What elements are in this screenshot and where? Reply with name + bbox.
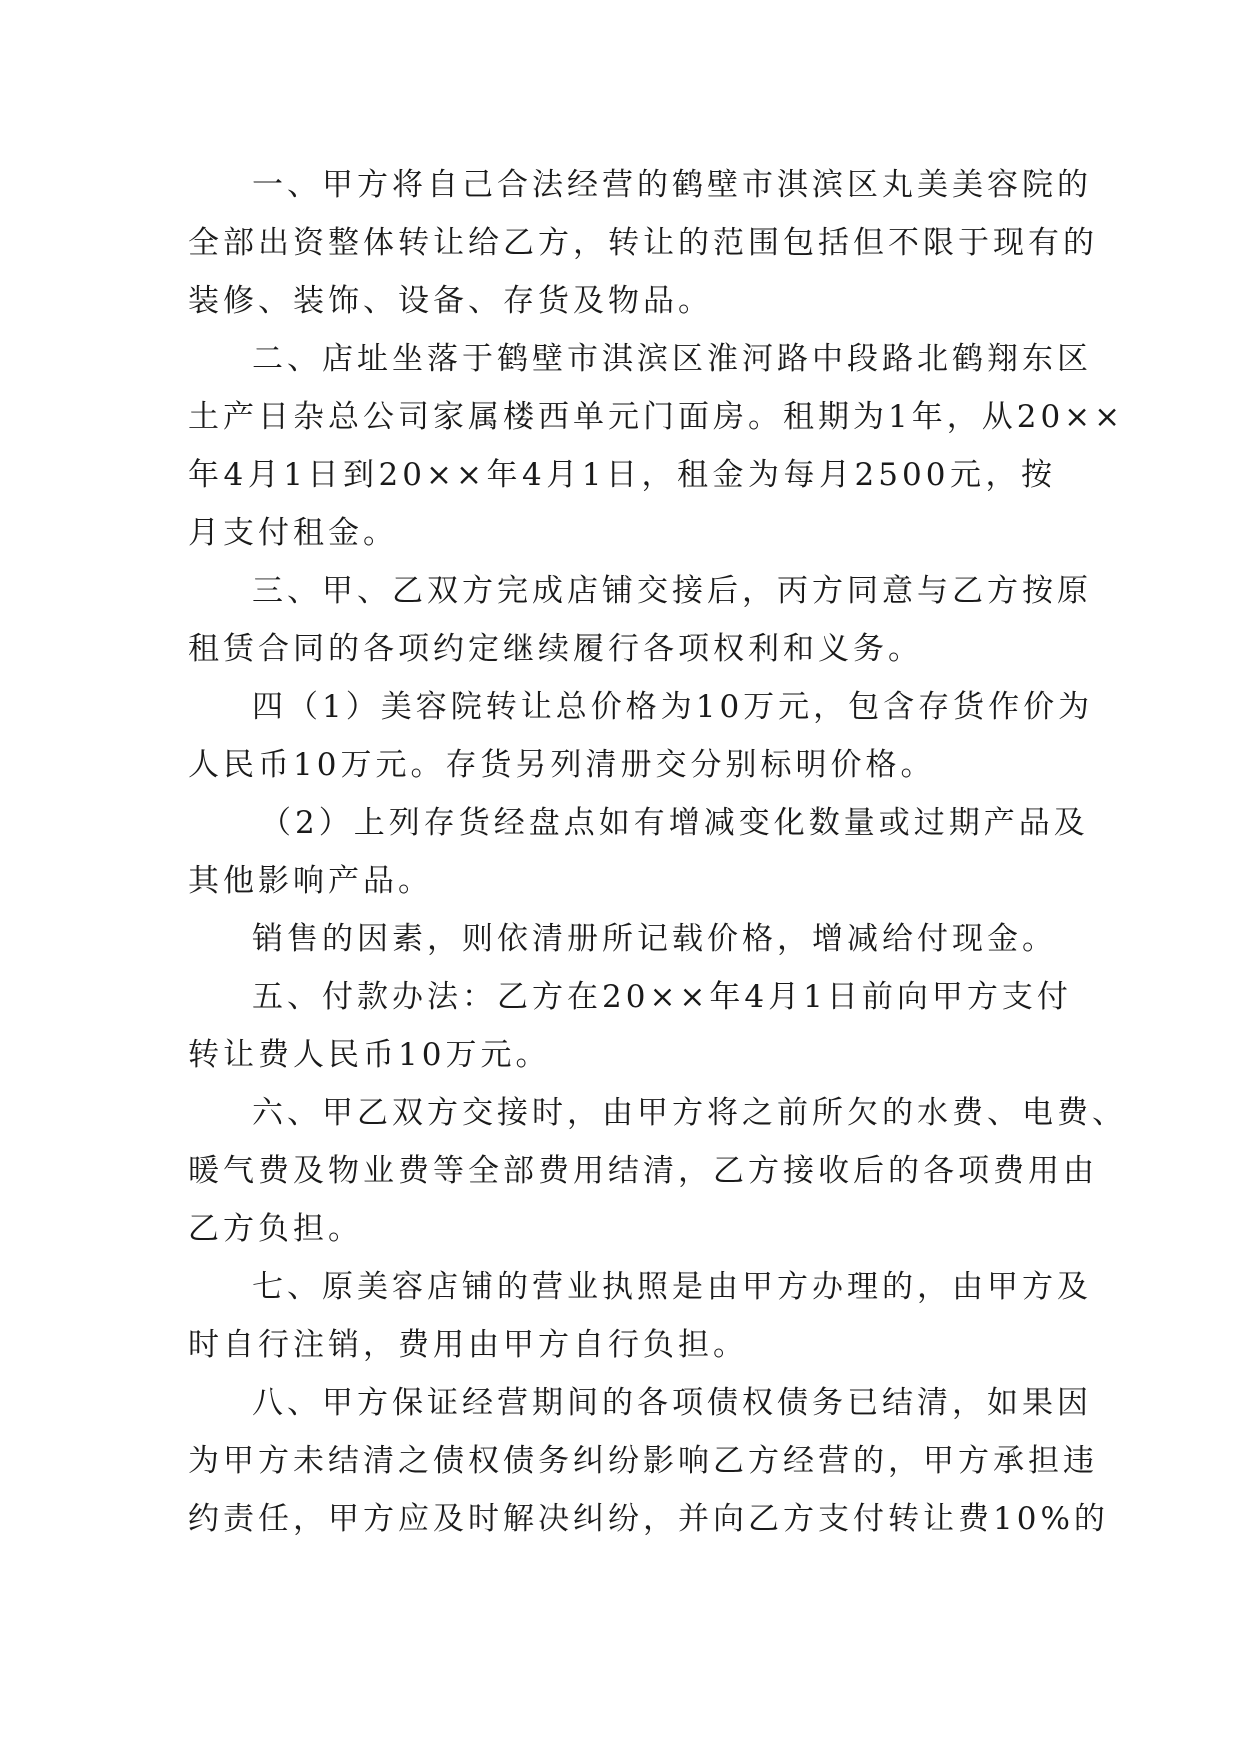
clause-7-line-2: 时自行注销，费用由甲方自行负担。 — [188, 1327, 748, 1363]
clause-2-line-1: 二、店址坐落于鹤壁市淇滨区淮河路中段路北鹤翔东区 — [252, 341, 1092, 377]
clause-3-line-2: 租赁合同的各项约定继续履行各项权利和义务。 — [188, 631, 923, 667]
clause-1-line-3: 装修、装饰、设备、存货及物品。 — [188, 283, 713, 319]
clause-1-line-2: 全部出资整体转让给乙方，转让的范围包括但不限于现有的 — [188, 225, 1098, 261]
clause-8-line-2: 为甲方未结清之债权债务纠纷影响乙方经营的，甲方承担违 — [188, 1443, 1098, 1479]
clause-2-line-3: 年4月1日到20××年4月1日，租金为每月2500元，按 — [188, 457, 1056, 493]
clause-4-sub-2-line-3: 销售的因素，则依清册所记载价格，增减给付现金。 — [252, 921, 1057, 957]
clause-5-line-1: 五、付款办法：乙方在20××年4月1日前向甲方支付 — [252, 979, 1072, 1015]
clause-4-line-2: 人民币10万元。存货另列清册交分别标明价格。 — [188, 747, 936, 783]
clause-8-line-3: 约责任，甲方应及时解决纠纷，并向乙方支付转让费10%的 — [188, 1501, 1109, 1537]
clause-5-line-2: 转让费人民币10万元。 — [188, 1037, 551, 1073]
clause-4-line-1: 四（1）美容院转让总价格为10万元，包含存货作价为 — [252, 689, 1094, 725]
clause-2-line-4: 月支付租金。 — [188, 515, 398, 551]
clause-6-line-2: 暖气费及物业费等全部费用结清，乙方接收后的各项费用由 — [188, 1153, 1098, 1189]
clause-1-line-1: 一、甲方将自己合法经营的鹤壁市淇滨区丸美美容院的 — [252, 167, 1092, 203]
clause-4-sub-2-line-2: 其他影响产品。 — [188, 863, 433, 899]
clause-4-sub-2-line-1: （2）上列存货经盘点如有增减变化数量或过期产品及 — [260, 805, 1089, 841]
clause-8-line-1: 八、甲方保证经营期间的各项债权债务已结清，如果因 — [252, 1385, 1092, 1421]
clause-6-line-3: 乙方负担。 — [188, 1211, 363, 1247]
document-body — [188, 156, 1127, 1548]
clause-3-line-1: 三、甲、乙双方完成店铺交接后，丙方同意与乙方按原 — [252, 573, 1092, 609]
clause-6-line-1: 六、甲乙双方交接时，由甲方将之前所欠的水费、电费、 — [252, 1095, 1127, 1131]
clause-7-line-1: 七、原美容店铺的营业执照是由甲方办理的，由甲方及 — [252, 1269, 1092, 1305]
clause-2-line-2: 土产日杂总公司家属楼西单元门面房。租期为1年，从20×× — [188, 399, 1125, 435]
